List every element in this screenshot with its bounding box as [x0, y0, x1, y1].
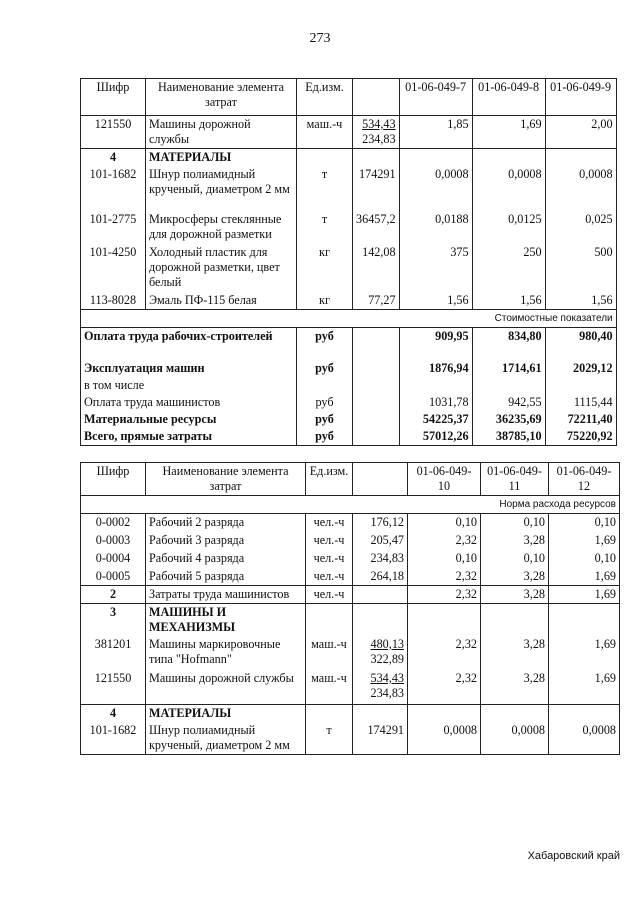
- table-row: [81, 514, 620, 532]
- cost-name: Всего, прямые затраты: [81, 428, 297, 446]
- row-unit: маш.-ч: [306, 670, 353, 704]
- table-row: [81, 722, 620, 755]
- row-code: 0-0004: [81, 550, 146, 568]
- row-value3: 1,69: [549, 670, 620, 704]
- header-unit: Ед.изм.: [297, 79, 353, 116]
- row-value2: 0,10: [481, 514, 549, 532]
- cost-section-row: [81, 310, 617, 328]
- row-price: [353, 116, 400, 149]
- row-value3: 1,69: [549, 532, 620, 550]
- empty-cell: [306, 604, 353, 637]
- row-value3: 1,69: [549, 568, 620, 586]
- row-price: 36457,2: [353, 211, 400, 244]
- empty-cell: [353, 377, 400, 394]
- empty-cell: [549, 704, 620, 722]
- resource-table-2: [80, 462, 620, 755]
- empty-cell: [408, 704, 481, 722]
- row-value2: 250: [472, 244, 545, 292]
- section-number: 3: [81, 604, 146, 637]
- section-row: [81, 149, 617, 167]
- row-unit: чел.-ч: [306, 568, 353, 586]
- row-value1: 2,32: [408, 568, 481, 586]
- row-name: Рабочий 5 разряда: [146, 568, 306, 586]
- row-value2: 0,10: [481, 550, 549, 568]
- row-name: Рабочий 4 разряда: [146, 550, 306, 568]
- row-value3: 1,69: [549, 586, 620, 604]
- row-value2: 3,28: [481, 568, 549, 586]
- table-row: [81, 636, 620, 670]
- cost-name: в том числе: [81, 377, 297, 394]
- header-col2: 01-06-049-8: [472, 79, 545, 116]
- row-value1: 0,10: [408, 514, 481, 532]
- row-value2: 3,28: [481, 636, 549, 670]
- table-row: [81, 116, 617, 149]
- page-number: 273: [309, 31, 331, 46]
- row-name: Машины дорожной службы: [146, 670, 306, 704]
- row-value1: 2,32: [408, 636, 481, 670]
- table-row: [81, 532, 620, 550]
- region-footer: Хабаровский край: [527, 850, 620, 862]
- row-unit: т: [306, 722, 353, 755]
- table-row: [81, 360, 617, 377]
- row-value3: 0,025: [545, 211, 616, 244]
- row-price: 176,12: [353, 514, 408, 532]
- empty-cell: [481, 604, 549, 637]
- cost-unit: руб: [297, 360, 353, 377]
- empty-cell: [353, 411, 400, 428]
- price-top: 534,43: [370, 671, 404, 685]
- row-code: 101-1682: [81, 166, 146, 211]
- row-value2: 1,69: [472, 116, 545, 149]
- empty-cell: [353, 360, 400, 377]
- table-row: [81, 568, 620, 586]
- header-name: Наименование элемента затрат: [146, 463, 306, 496]
- row-unit: чел.-ч: [306, 586, 353, 604]
- row-value2: 3,28: [481, 586, 549, 604]
- cost-value1: 1031,78: [399, 394, 472, 411]
- row-value1: 0,0008: [399, 166, 472, 211]
- cost-value1: [399, 377, 472, 394]
- row-value3: 500: [545, 244, 616, 292]
- table-row: [81, 244, 617, 292]
- cost-value2: 834,80: [472, 328, 545, 360]
- row-unit: т: [297, 211, 353, 244]
- cost-value1: 1876,94: [399, 360, 472, 377]
- header-col3: 01-06-049-9: [545, 79, 616, 116]
- row-unit: маш.-ч: [306, 636, 353, 670]
- row-name: Шнур полиамидный крученый, диаметром 2 мм: [146, 166, 297, 211]
- header-price: [353, 79, 400, 116]
- cost-section-label: Стоимостные показатели: [81, 310, 617, 328]
- row-value3: 1,69: [549, 636, 620, 670]
- empty-cell: [353, 328, 400, 360]
- row-code: 0-0005: [81, 568, 146, 586]
- empty-cell: [408, 604, 481, 637]
- table2-header-row: [81, 463, 620, 496]
- cost-value3: 980,40: [545, 328, 616, 360]
- cost-value2: 1714,61: [472, 360, 545, 377]
- empty-cell: [399, 149, 472, 167]
- row-price: [353, 586, 408, 604]
- table-row: [81, 328, 617, 360]
- empty-cell: [306, 704, 353, 722]
- row-unit: чел.-ч: [306, 514, 353, 532]
- header-name: Наименование элемента затрат: [146, 79, 297, 116]
- table-row: [81, 670, 620, 704]
- row-unit: чел.-ч: [306, 550, 353, 568]
- row-value1: 2,32: [408, 586, 481, 604]
- row-code: 0-0003: [81, 532, 146, 550]
- cost-value3: 75220,92: [545, 428, 616, 446]
- cost-name: Материальные ресурсы: [81, 411, 297, 428]
- row-price: 264,18: [353, 568, 408, 586]
- row-unit: т: [297, 166, 353, 211]
- section-number: 4: [81, 149, 146, 167]
- row-value1: 1,85: [399, 116, 472, 149]
- section-title: МАТЕРИАЛЫ: [146, 149, 297, 167]
- row-price: [353, 670, 408, 704]
- row-value2: 0,0125: [472, 211, 545, 244]
- empty-cell: [481, 704, 549, 722]
- table-row: [81, 550, 620, 568]
- row-value2: 3,28: [481, 670, 549, 704]
- row-value3: 0,0008: [549, 722, 620, 755]
- row-value3: 0,10: [549, 514, 620, 532]
- row-value1: 2,32: [408, 670, 481, 704]
- empty-cell: [353, 704, 408, 722]
- cost-value3: 2029,12: [545, 360, 616, 377]
- cost-unit: руб: [297, 394, 353, 411]
- header-col2: 01-06-049-11: [481, 463, 549, 496]
- row-value1: 0,10: [408, 550, 481, 568]
- cost-unit: руб: [297, 411, 353, 428]
- row-price: 77,27: [353, 292, 400, 310]
- row-value2: 0,0008: [472, 166, 545, 211]
- header-code: Шифр: [81, 463, 146, 496]
- price-top: 534,43: [362, 117, 396, 131]
- row-value2: 1,56: [472, 292, 545, 310]
- cost-value2: [472, 377, 545, 394]
- header-col3: 01-06-049-12: [549, 463, 620, 496]
- table-row: [81, 377, 617, 394]
- row-code: 381201: [81, 636, 146, 670]
- empty-cell: [353, 149, 400, 167]
- row-value1: 1,56: [399, 292, 472, 310]
- cost-value3: 1115,44: [545, 394, 616, 411]
- row-value1: 2,32: [408, 532, 481, 550]
- table-row: [81, 166, 617, 211]
- row-value2: 0,0008: [481, 722, 549, 755]
- cost-value2: 942,55: [472, 394, 545, 411]
- row-name: Микросферы стеклянные для дорожной разметки: [146, 211, 297, 244]
- row-value1: 0,0188: [399, 211, 472, 244]
- cost-value3: 72211,40: [545, 411, 616, 428]
- header-col1: 01-06-049-7: [399, 79, 472, 116]
- row-name: Затраты труда машинистов: [146, 586, 306, 604]
- empty-cell: [353, 604, 408, 637]
- row-price: 205,47: [353, 532, 408, 550]
- row-code: 121550: [81, 116, 146, 149]
- cost-name: Оплата труда машинистов: [81, 394, 297, 411]
- price-bottom: 234,83: [370, 686, 404, 700]
- cost-unit: [297, 377, 353, 394]
- row-price: 174291: [353, 722, 408, 755]
- row-price: 234,83: [353, 550, 408, 568]
- section-row: [81, 604, 620, 637]
- table-row: [81, 211, 617, 244]
- row-unit: кг: [297, 292, 353, 310]
- row-name: Эмаль ПФ-115 белая: [146, 292, 297, 310]
- table-row: [81, 586, 620, 604]
- row-value3: 0,10: [549, 550, 620, 568]
- row-name: Машины дорожной службы: [146, 116, 297, 149]
- section-title: МАШИНЫ И МЕХАНИЗМЫ: [146, 604, 306, 637]
- cost-unit: руб: [297, 328, 353, 360]
- row-price: 142,08: [353, 244, 400, 292]
- row-name: Рабочий 3 разряда: [146, 532, 306, 550]
- cost-value2: 36235,69: [472, 411, 545, 428]
- empty-cell: [549, 604, 620, 637]
- empty-cell: [472, 149, 545, 167]
- row-value1: 0,0008: [408, 722, 481, 755]
- price-top: 480,13: [370, 637, 404, 651]
- section-number: 4: [81, 704, 146, 722]
- header-unit: Ед.изм.: [306, 463, 353, 496]
- cost-name: Эксплуатация машин: [81, 360, 297, 377]
- row-value2: 3,28: [481, 532, 549, 550]
- header-price: [353, 463, 408, 496]
- price-bottom: 234,83: [362, 132, 396, 146]
- norm-section-row: [81, 496, 620, 514]
- empty-cell: [297, 149, 353, 167]
- row-code: 113-8028: [81, 292, 146, 310]
- cost-name: Оплата труда рабочих-строителей: [81, 328, 297, 360]
- row-code: 2: [81, 586, 146, 604]
- cost-value1: 54225,37: [399, 411, 472, 428]
- row-code: 101-4250: [81, 244, 146, 292]
- row-value1: 375: [399, 244, 472, 292]
- cost-unit: руб: [297, 428, 353, 446]
- table-row: [81, 411, 617, 428]
- cost-value2: 38785,10: [472, 428, 545, 446]
- table-row: [81, 428, 617, 446]
- row-value3: 0,0008: [545, 166, 616, 211]
- cost-value3: [545, 377, 616, 394]
- resource-table-1: [80, 78, 617, 446]
- row-name: Холодный пластик для дорожной разметки, цвет белый: [146, 244, 297, 292]
- empty-cell: [545, 149, 616, 167]
- empty-cell: [353, 394, 400, 411]
- table1-header-row: [81, 79, 617, 116]
- row-code: 121550: [81, 670, 146, 704]
- row-unit: маш.-ч: [297, 116, 353, 149]
- row-value3: 1,56: [545, 292, 616, 310]
- row-code: 101-2775: [81, 211, 146, 244]
- row-unit: кг: [297, 244, 353, 292]
- row-name: Шнур полиамидный крученый, диаметром 2 мм: [146, 722, 306, 755]
- cost-value1: 909,95: [399, 328, 472, 360]
- row-name: Машины маркировочные типа "Hofmann": [146, 636, 306, 670]
- section-row: [81, 704, 620, 722]
- cost-value1: 57012,26: [399, 428, 472, 446]
- row-value3: 2,00: [545, 116, 616, 149]
- section-title: МАТЕРИАЛЫ: [146, 704, 306, 722]
- table-row: [81, 292, 617, 310]
- row-price: [353, 636, 408, 670]
- header-code: Шифр: [81, 79, 146, 116]
- empty-cell: [353, 428, 400, 446]
- norm-section-label: Норма расхода ресурсов: [81, 496, 620, 514]
- row-price: 174291: [353, 166, 400, 211]
- table-row: [81, 394, 617, 411]
- row-name: Рабочий 2 разряда: [146, 514, 306, 532]
- row-unit: чел.-ч: [306, 532, 353, 550]
- price-bottom: 322,89: [370, 652, 404, 666]
- header-col1: 01-06-049-10: [408, 463, 481, 496]
- row-code: 101-1682: [81, 722, 146, 755]
- row-code: 0-0002: [81, 514, 146, 532]
